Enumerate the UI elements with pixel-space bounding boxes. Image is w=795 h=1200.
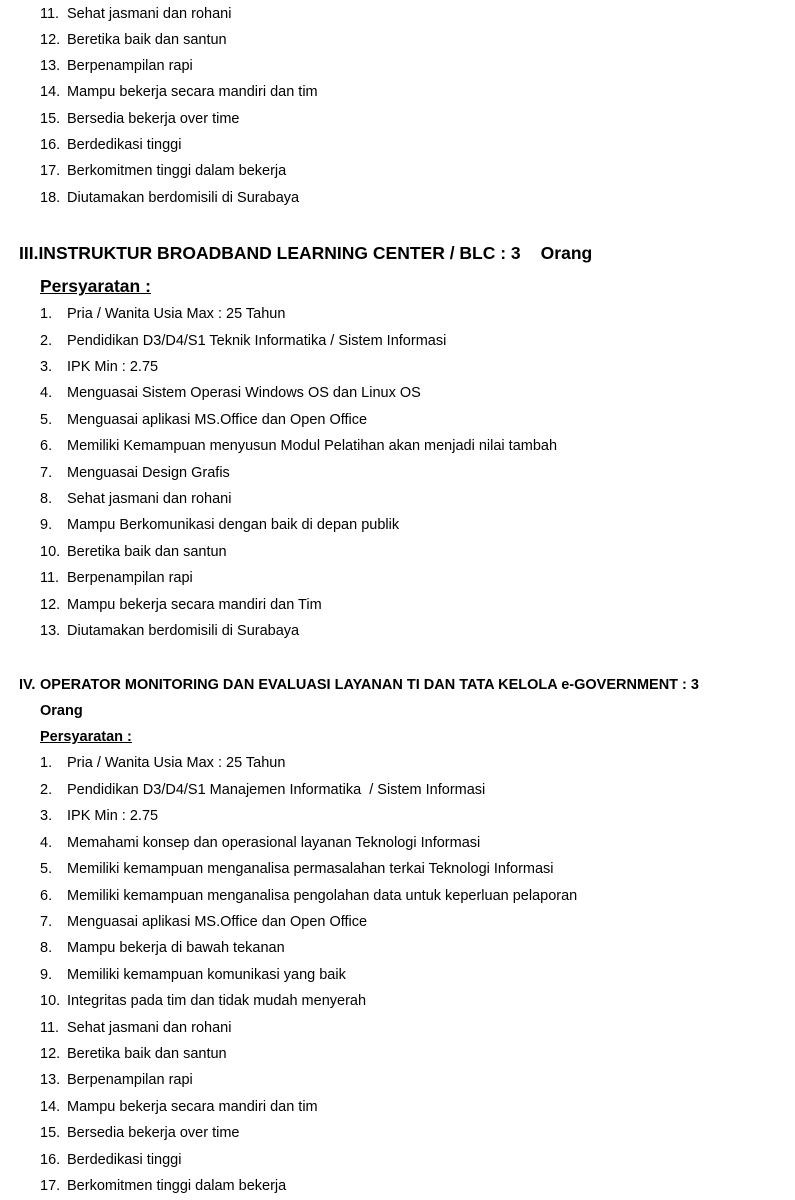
section4-item: 11. Sehat jasmani dan rohani xyxy=(40,1020,232,1036)
section3-item: 1. Pria / Wanita Usia Max : 25 Tahun xyxy=(40,306,286,322)
section4-item: 12. Beretika baik dan santun xyxy=(40,1046,227,1062)
section4-item: 10. Integritas pada tim dan tidak mudah menyerah xyxy=(40,993,367,1009)
top-list-item: 13. Berpenampilan rapi xyxy=(40,58,193,74)
section4-heading: IV. OPERATOR MONITORING DAN EVALUASI LAYANAN TI DAN TATA KELOLA e-GOVERNMENT : 3 xyxy=(19,677,699,693)
section3-requirements-label: Persyaratan : xyxy=(40,276,151,296)
section3-item: 9. Mampu Berkomunikasi dengan baik di depan publik xyxy=(40,517,400,533)
section4-item: 14. Mampu bekerja secara mandiri dan tim xyxy=(40,1099,318,1115)
top-list-item: 12. Beretika baik dan santun xyxy=(40,32,227,48)
top-list-item: 16. Berdedikasi tinggi xyxy=(40,137,182,153)
section3-item: 5. Menguasai aplikasi MS.Office dan Open Office xyxy=(40,412,368,428)
section4-item: 6. Memiliki kemampuan menganalisa pengolahan data untuk keperluan pelaporan xyxy=(40,888,578,904)
section3-heading: III.INSTRUKTUR BROADBAND LEARNING CENTER / BLC : 3 Orang xyxy=(19,243,593,263)
section4-item: 9. Memiliki kemampuan komunikasi yang baik xyxy=(40,967,346,983)
top-list-item: 18. Diutamakan berdomisili di Surabaya xyxy=(40,190,300,206)
section3-item: 8. Sehat jasmani dan rohani xyxy=(40,491,232,507)
section4-heading-continuation: Orang xyxy=(40,703,83,719)
section3-item: 2. Pendidikan D3/D4/S1 Teknik Informatika / Sistem Informasi xyxy=(40,333,447,349)
section4-item: 1. Pria / Wanita Usia Max : 25 Tahun xyxy=(40,755,286,771)
section4-requirements-label: Persyaratan : xyxy=(40,729,132,745)
section4-item: 2. Pendidikan D3/D4/S1 Manajemen Informatika / Sistem Informasi xyxy=(40,782,486,798)
section4-item: 13. Berpenampilan rapi xyxy=(40,1072,193,1088)
section4-item: 3. IPK Min : 2.75 xyxy=(40,808,159,824)
section3-item: 3. IPK Min : 2.75 xyxy=(40,359,159,375)
section3-item: 4. Menguasai Sistem Operasi Windows OS dan Linux OS xyxy=(40,385,421,401)
section3-item: 7. Menguasai Design Grafis xyxy=(40,465,230,481)
section4-item: 16. Berdedikasi tinggi xyxy=(40,1152,182,1168)
section4-item: 15. Bersedia bekerja over time xyxy=(40,1125,240,1141)
section4-item: 4. Memahami konsep dan operasional layanan Teknologi Informasi xyxy=(40,835,481,851)
top-list-item: 17. Berkomitmen tinggi dalam bekerja xyxy=(40,163,287,179)
section3-item: 11. Berpenampilan rapi xyxy=(40,570,193,586)
top-list-item: 14. Mampu bekerja secara mandiri dan tim xyxy=(40,84,318,100)
section3-item: 13. Diutamakan berdomisili di Surabaya xyxy=(40,623,300,639)
section4-item: 5. Memiliki kemampuan menganalisa permasalahan terkai Teknologi Informasi xyxy=(40,861,554,877)
section3-item: 6. Memiliki Kemampuan menyusun Modul Pelatihan akan menjadi nilai tambah xyxy=(40,438,558,454)
section3-item: 10. Beretika baik dan santun xyxy=(40,544,227,560)
top-list-item: 11. Sehat jasmani dan rohani xyxy=(40,6,232,22)
section4-item: 8. Mampu bekerja di bawah tekanan xyxy=(40,940,285,956)
section3-item: 12. Mampu bekerja secara mandiri dan Tim xyxy=(40,597,322,613)
section4-item: 17. Berkomitmen tinggi dalam bekerja xyxy=(40,1178,287,1194)
section4-item: 7. Menguasai aplikasi MS.Office dan Open Office xyxy=(40,914,368,930)
top-list-item: 15. Bersedia bekerja over time xyxy=(40,111,240,127)
